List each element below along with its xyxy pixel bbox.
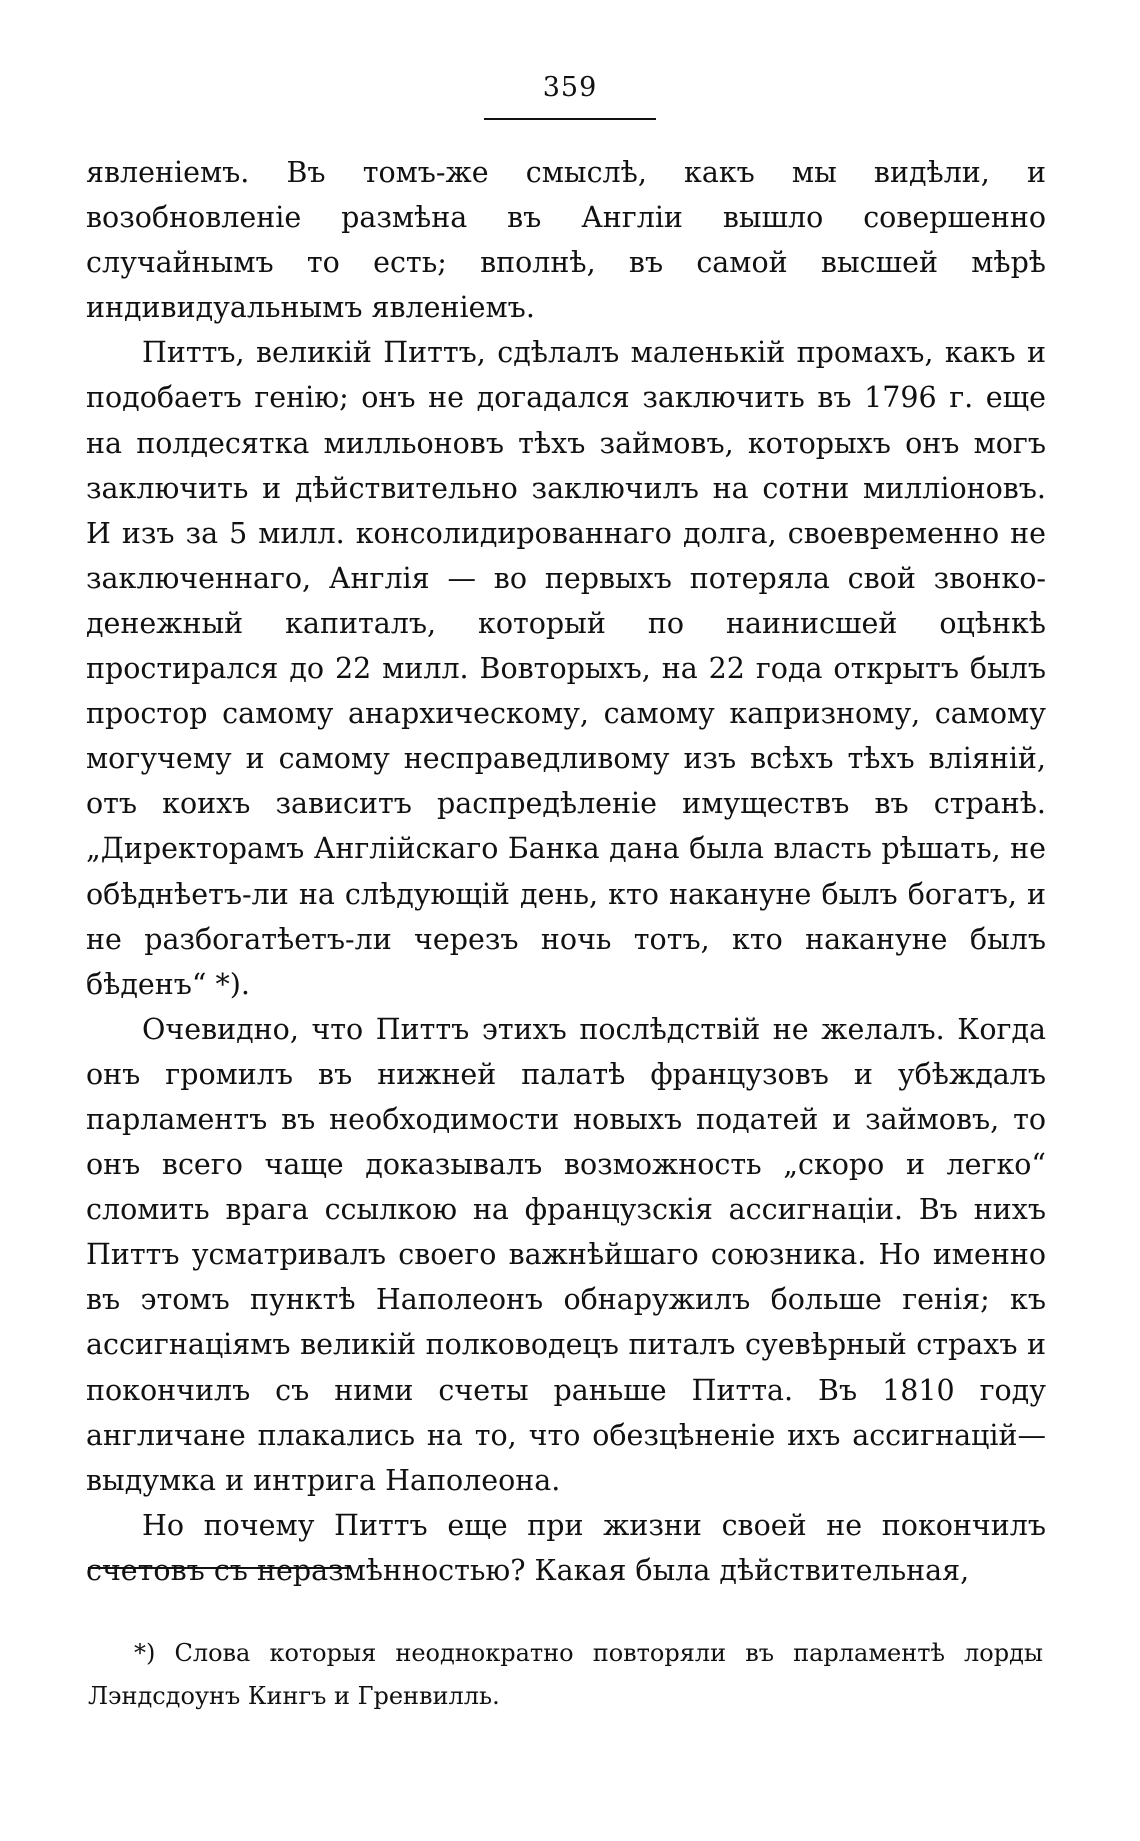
paragraph-pitt-mistake: Питтъ, великій Питтъ, сдѣлалъ маленькій промахъ, какъ и подобаетъ генію; онъ не догадался заключить въ 1796 г. еще на полдесятка милльоновъ тѣхъ займовъ, которыхъ онъ могъ заключить и дѣйствительно заключилъ на сотни милліоновъ. И изъ за 5 милл. консолидированнаго долга, своевременно не заключеннаго, Англія — во первыхъ потеряла свой звонко-денежный капиталъ, который по наинисшей оцѣнкѣ простирался до 22 милл. Вовторыхъ, на 22 года открытъ былъ простор самому анархическому, самому капризному, самому могучему и самому несправедливому изъ всѣхъ тѣхъ вліяній, отъ коихъ зависитъ распредѣленіе имуществъ въ странѣ. „Директорамъ Англійскаго Банка дана была власть рѣшать, не обѣднѣетъ-ли на слѣдующій день, кто накануне былъ богатъ, и не разбогатѣетъ-ли черезъ ночь тотъ, кто накануне былъ бѣденъ“ *).	[86, 336, 1046, 1001]
footnote: *) Слова которыя неоднократно повторяли въ парламентѣ лорды Лэндсдоунъ Кингъ и Гренвилль.	[88, 1639, 1043, 1710]
paragraph-assignats: Очевидно, что Питтъ этихъ послѣдствій не желалъ. Когда онъ громилъ въ нижней палатѣ французовъ и убѣждалъ парламентъ въ необходимости новыхъ податей и займовъ, то онъ всего чаще доказывалъ возможность „скоро и легко“ сломить врага ссылкою на французскія ассигнаціи. Въ нихъ Питтъ усматривалъ своего важнѣйшаго союзника. Но именно въ этомъ пунктѣ Наполеонъ обнаружилъ больше генія; къ ассигнаціямъ великій полководецъ питалъ суевѣрный страхъ и покончилъ съ ними счеты раньше Питта. Въ 1810 году англичане плакались на то, что обезцѣненіе ихъ ассигнацій—выдумка и интрига Наполеона.	[86, 1012, 1046, 1497]
page-number: 359	[542, 72, 598, 103]
page-number-rule	[484, 118, 656, 120]
paragraph-question: Но почему Питтъ еще при жизни своей не покончилъ счетовъ съ неразмѣнностью? Какая была дѣйствительная,	[86, 1508, 1046, 1587]
body-text	[86, 150, 1046, 1593]
paragraph-continuation: явленіемъ. Въ томъ-же смыслѣ, какъ мы видѣли, и возобновленіе размѣна въ Англіи вышло совершенно случайнымъ то есть; вполнѣ, въ самой высшей мѣрѣ индивидуальнымъ явленіемъ.	[86, 156, 1046, 325]
footnote-rule	[88, 1567, 350, 1569]
